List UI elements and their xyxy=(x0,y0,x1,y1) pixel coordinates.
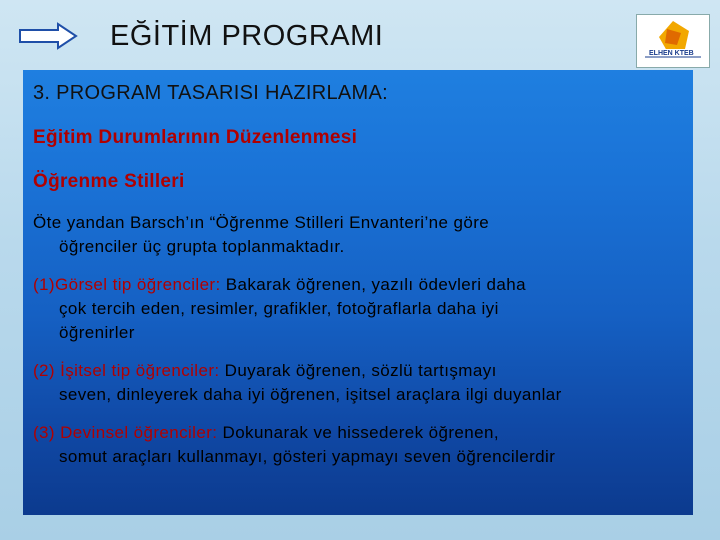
intro-line-2: öğrenciler üç grupta toplanmaktadır. xyxy=(59,237,345,256)
right-arrow-icon xyxy=(18,22,78,50)
item-auditory-line-1: Duyarak öğrenen, sözlü tartışmayı xyxy=(219,361,497,380)
item-kinesthetic-line-2: somut araçları kullanmayı, gösteri yapmayı seven öğrencilerdir xyxy=(59,447,556,466)
subtitle: Eğitim Durumlarının Düzenlenmesi xyxy=(33,127,358,148)
item-visual-line-2: çok tercih eden, resimler, grafikler, fotoğraflarla daha iyi xyxy=(59,299,499,318)
svg-text:ELHEN KTEB: ELHEN KTEB xyxy=(649,50,694,57)
page-title: EĞİTİM PROGRAMI xyxy=(110,20,384,52)
section-title: 3. PROGRAM TASARISI HAZIRLAMA: xyxy=(33,82,388,104)
topic-heading: Öğrenme Stilleri xyxy=(33,171,185,192)
publisher-logo-icon xyxy=(636,14,710,68)
item-kinesthetic xyxy=(33,421,681,469)
intro-line-1: Öte yandan Barsch’ın “Öğrenme Stilleri Envanteri’ne göre xyxy=(33,213,490,232)
item-auditory-line-2: seven, dinleyerek daha iyi öğrenen, işitsel araçlara ilgi duyanlar xyxy=(59,385,562,404)
item-visual-line-1: Bakarak öğrenen, yazılı ödevleri daha xyxy=(220,275,526,294)
intro-paragraph xyxy=(33,211,681,259)
item-visual-label: (1)Görsel tip öğrenciler: xyxy=(33,275,221,294)
item-kinesthetic-line-1: Dokunarak ve hissederek öğrenen, xyxy=(217,423,499,442)
item-auditory-label: (2) İşitsel tip öğrenciler: xyxy=(33,361,220,380)
item-auditory xyxy=(33,359,681,407)
item-visual xyxy=(33,273,681,345)
content-panel xyxy=(23,70,693,515)
item-kinesthetic-label: (3) Devinsel öğrenciler: xyxy=(33,423,218,442)
item-visual-line-3: öğrenirler xyxy=(59,323,135,342)
